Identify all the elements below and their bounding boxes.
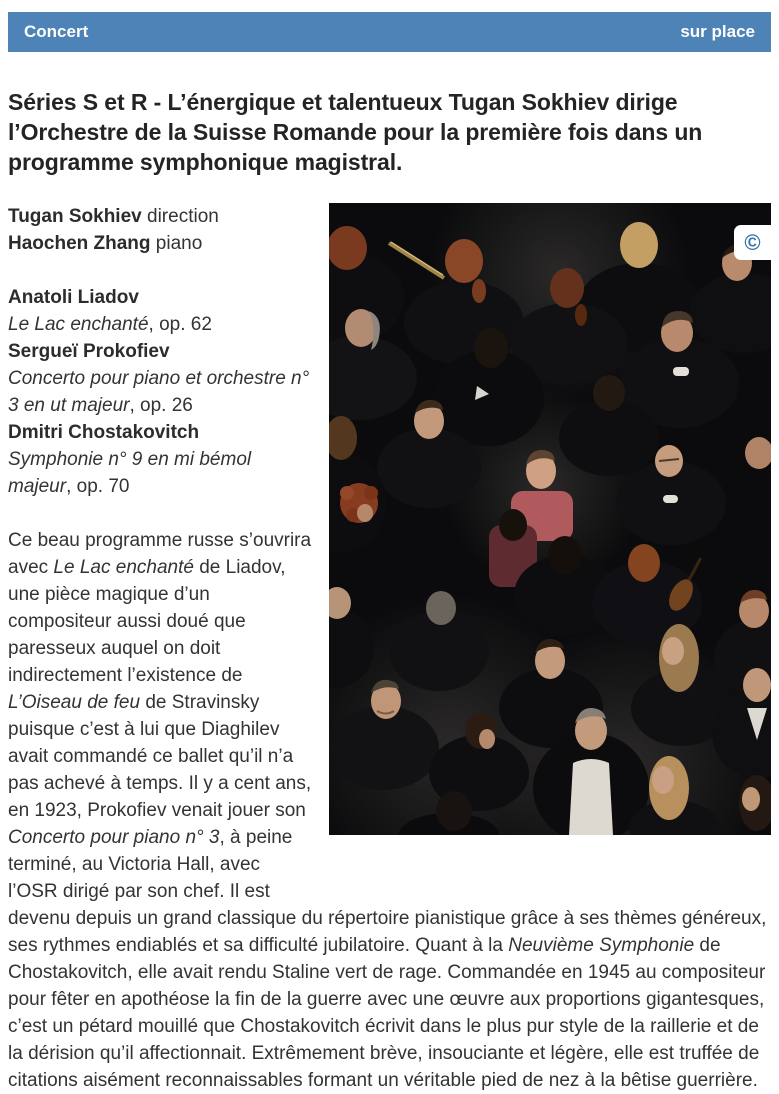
article-content — [8, 203, 771, 1094]
copyright-button[interactable] — [734, 225, 771, 260]
work-title: Symphonie n° 9 en mi bémol majeur — [8, 449, 252, 497]
composer-name: Dmitri Chostakovitch — [8, 422, 200, 443]
pianist-role: piano — [155, 233, 203, 254]
work-opus: , op. 70 — [66, 476, 130, 497]
category-bar — [8, 12, 771, 52]
orchestra-photo — [329, 203, 771, 835]
page-title: Séries S et R - L’énergique et talentueux Tugan Sokhiev dirige l’Orchestre de la Suisse Romande pour la première fois dans un programme symphonique magistral. — [8, 89, 703, 175]
availability-badge: sur place — [680, 22, 755, 41]
pianist-name: Haochen Zhang — [8, 233, 151, 254]
conductor-name: Tugan Sokhiev — [8, 206, 142, 227]
orchestra-photo-graphic — [329, 203, 771, 835]
composer-name: Sergueï Prokofiev — [8, 341, 170, 362]
composer-name: Anatoli Liadov — [8, 287, 139, 308]
category-label: Concert — [24, 22, 89, 41]
description-paragraph: Ce beau programme russe s’ouvrira avec Le Lac enchanté de Liadov, une pièce magique d’un compositeur aussi doué que paresseux auquel on doit indirectement l’existence de L’Oiseau de feu de Stravinsky puisque c’est à lui que Diaghilev avait commandé ce ballet qu’il n’a pas achevé à temps. Il y a cent ans, en 1923, Prokofiev venait jouer son Concerto pour piano n° 3, à peine terminé, au Victoria Hall, avec l’OSR dirigé par son chef. Il est devenu depuis un grand classique du répertoire pianistique grâce à ses thèmes généreux, ses rythmes endiablés et sa difficulté jubilatoire. Quant à la Neuvième Symphonie de Chostakovitch, elle avait rendu Staline vert de rage. Commandée en 1945 au compositeur pour fêter en apothéose la fin de la guerre avec une œuvre aux proportions gigantesques, c’est un pétard mouillé que Chostakovitch écrivit dans le plus pur style de la raillerie et de la dérision qu’il affectionnait. Extrêmement brève, insouciante et légère, elle est truffée de citations aisément reconnaissables formant un véritable pied de nez à la bêtise guerrière. — [8, 530, 767, 1091]
conductor-role: direction — [147, 206, 219, 227]
work-opus: , op. 62 — [148, 314, 212, 335]
work-title: Le Lac enchanté — [8, 314, 149, 335]
work-title: Concerto pour piano et orchestre n° 3 en ut majeur — [8, 368, 310, 416]
article-page — [8, 0, 771, 1094]
copyright-icon: © — [744, 229, 761, 255]
work-opus: , op. 26 — [129, 395, 193, 416]
